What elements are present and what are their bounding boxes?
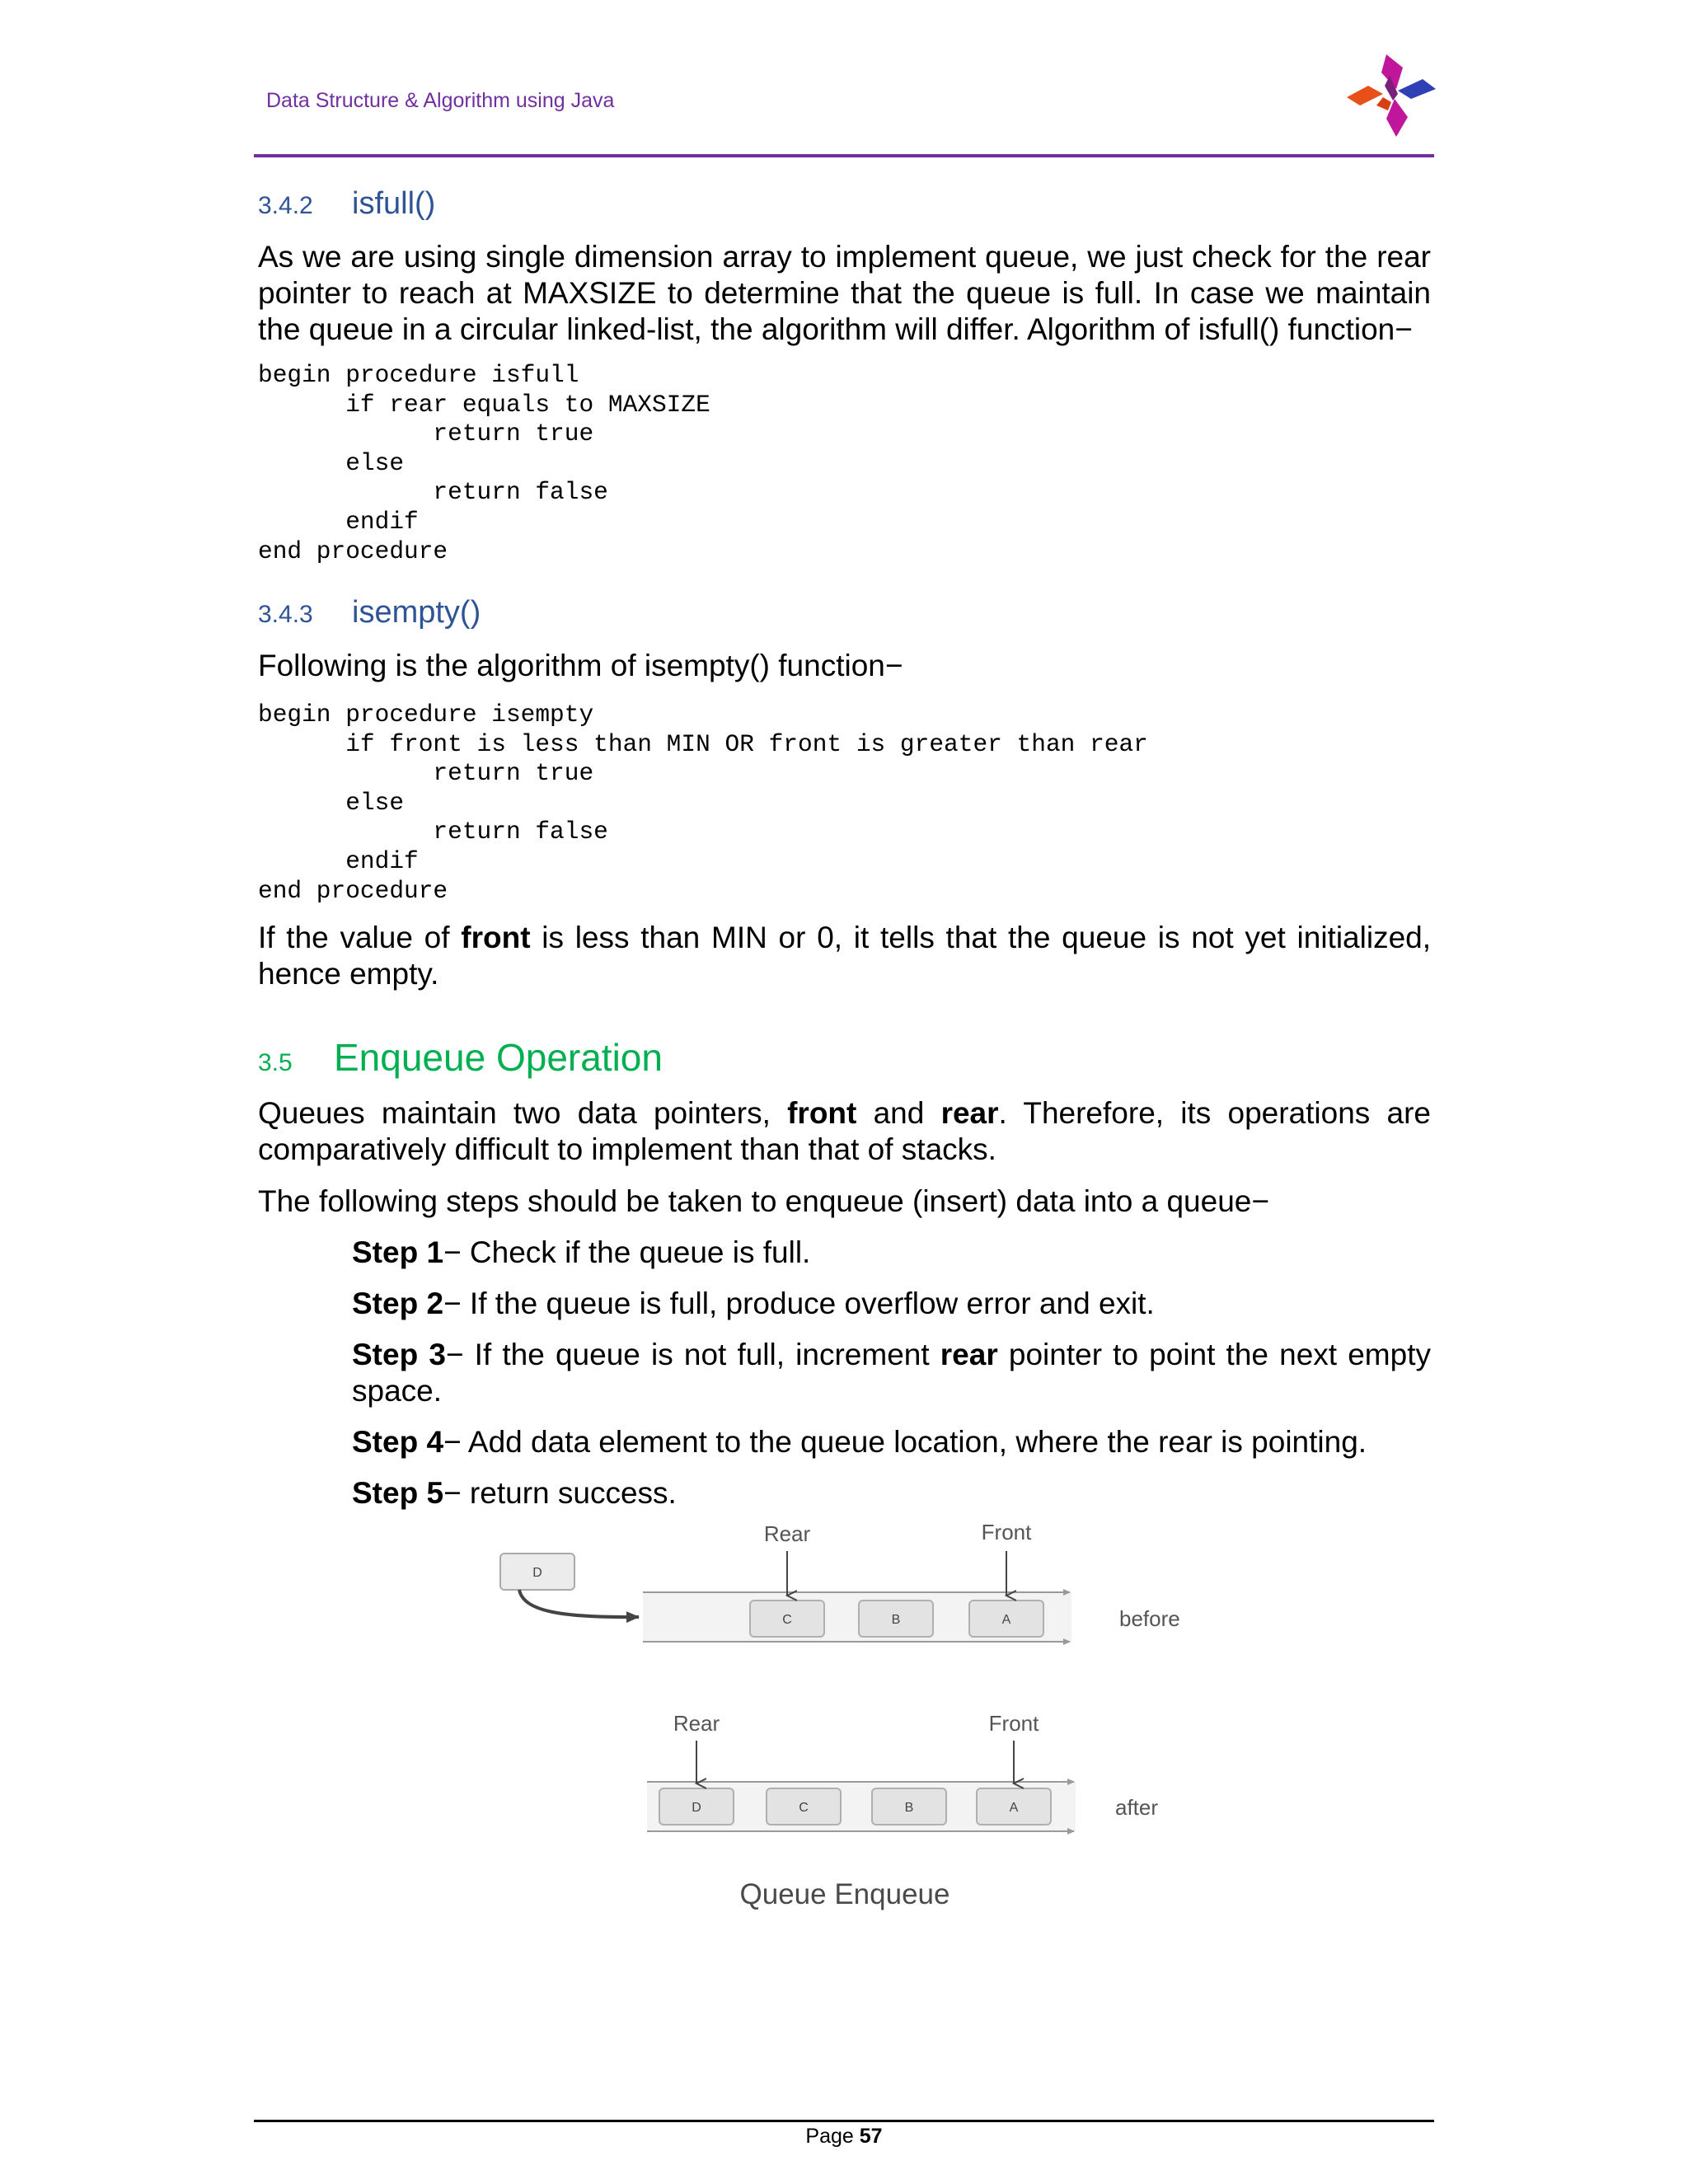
- step-label: Step 3: [352, 1338, 446, 1371]
- rear-pointer-label: Rear: [763, 1521, 811, 1546]
- queue-cell-label: C: [799, 1801, 809, 1815]
- queue-cell-label: B: [891, 1613, 901, 1627]
- queue-cell-label: A: [1001, 1613, 1011, 1627]
- section-number: 3.4.2: [258, 192, 313, 219]
- footer-divider: [254, 2120, 1434, 2122]
- keyword-front: front: [461, 921, 531, 954]
- step-label: Step 5: [352, 1476, 444, 1510]
- state-label-before: before: [1119, 1606, 1180, 1631]
- isempty-note: If the value of front is less than MIN or 0, it tells that the queue is not yet initialized, hence empty.: [258, 921, 1431, 991]
- keyword-rear: rear: [940, 1096, 999, 1130]
- running-header: Data Structure & Algorithm using Java: [266, 89, 615, 112]
- section-heading-enqueue: [258, 1035, 663, 1080]
- queue-cell-label: A: [1009, 1801, 1019, 1815]
- section-heading-isempty: [258, 595, 481, 630]
- section-heading-isfull: [258, 186, 435, 222]
- step-item: Step 2− If the queue is full, produce overflow error and exit.: [352, 1286, 1155, 1320]
- keyword-rear: rear: [940, 1338, 998, 1371]
- step-label: Step 2: [352, 1286, 444, 1320]
- section-title: Enqueue Operation: [334, 1036, 663, 1079]
- front-pointer-label: Front: [988, 1711, 1039, 1736]
- isempty-intro: Following is the algorithm of isempty() function−: [258, 649, 903, 682]
- rear-pointer-label: Rear: [673, 1711, 720, 1736]
- queue-enqueue-diagram: [478, 1516, 1220, 1920]
- state-label-after: after: [1115, 1795, 1159, 1820]
- queue-cell-label: C: [782, 1613, 792, 1627]
- page-number: Page 57: [805, 2125, 883, 2148]
- section-number: 3.5: [258, 1049, 293, 1076]
- section-title: isempty(): [352, 595, 481, 630]
- incoming-element-label: D: [532, 1566, 542, 1580]
- before-state: [500, 1520, 1180, 1642]
- step-item: Step 4− Add data element to the queue location, where the rear is pointing.: [352, 1425, 1367, 1459]
- header-divider: [254, 154, 1434, 157]
- diagram-caption: Queue Enqueue: [739, 1878, 950, 1910]
- keyword-front: front: [787, 1096, 857, 1130]
- after-state: [647, 1711, 1158, 1831]
- step-item: Step 5− return success.: [352, 1476, 677, 1510]
- queue-cell-label: B: [904, 1801, 914, 1815]
- front-pointer-label: Front: [981, 1520, 1032, 1544]
- isfull-code-block: begin procedure isfull if rear equals to MAXSIZE return true else return false endif end procedure: [258, 361, 710, 565]
- step-label: Step 1: [352, 1235, 444, 1269]
- isempty-code-block: begin procedure isempty if front is less than MIN OR front is greater than rear return true else return false endif end procedure: [258, 701, 1148, 905]
- enqueue-arrow: [519, 1590, 639, 1617]
- enqueue-intro: Queues maintain two data pointers, front and rear. Therefore, its operations are comparatively difficult to implement than that of stacks.: [258, 1096, 1432, 1166]
- enqueue-steps-intro: The following steps should be taken to enqueue (insert) data into a queue−: [258, 1184, 1269, 1218]
- section-title: isfull(): [352, 186, 436, 221]
- step-item: Step 1− Check if the queue is full.: [352, 1235, 811, 1269]
- queue-cell-label: D: [692, 1801, 701, 1815]
- section-number: 3.4.3: [258, 601, 313, 628]
- isfull-description: As we are using single dimension array to implement queue, we just check for the rear pointer to reach at MAXSIZE to determine that the queue is full. In case we maintain the queue in a circular linked-list, the algorithm will differ. Algorithm of isfull() function−: [258, 240, 1431, 346]
- step-label: Step 4: [352, 1425, 444, 1459]
- step-item: Step 3− If the queue is not full, increment rear pointer to point the next empty space.: [352, 1338, 1431, 1408]
- book-logo-icon: [1343, 51, 1438, 138]
